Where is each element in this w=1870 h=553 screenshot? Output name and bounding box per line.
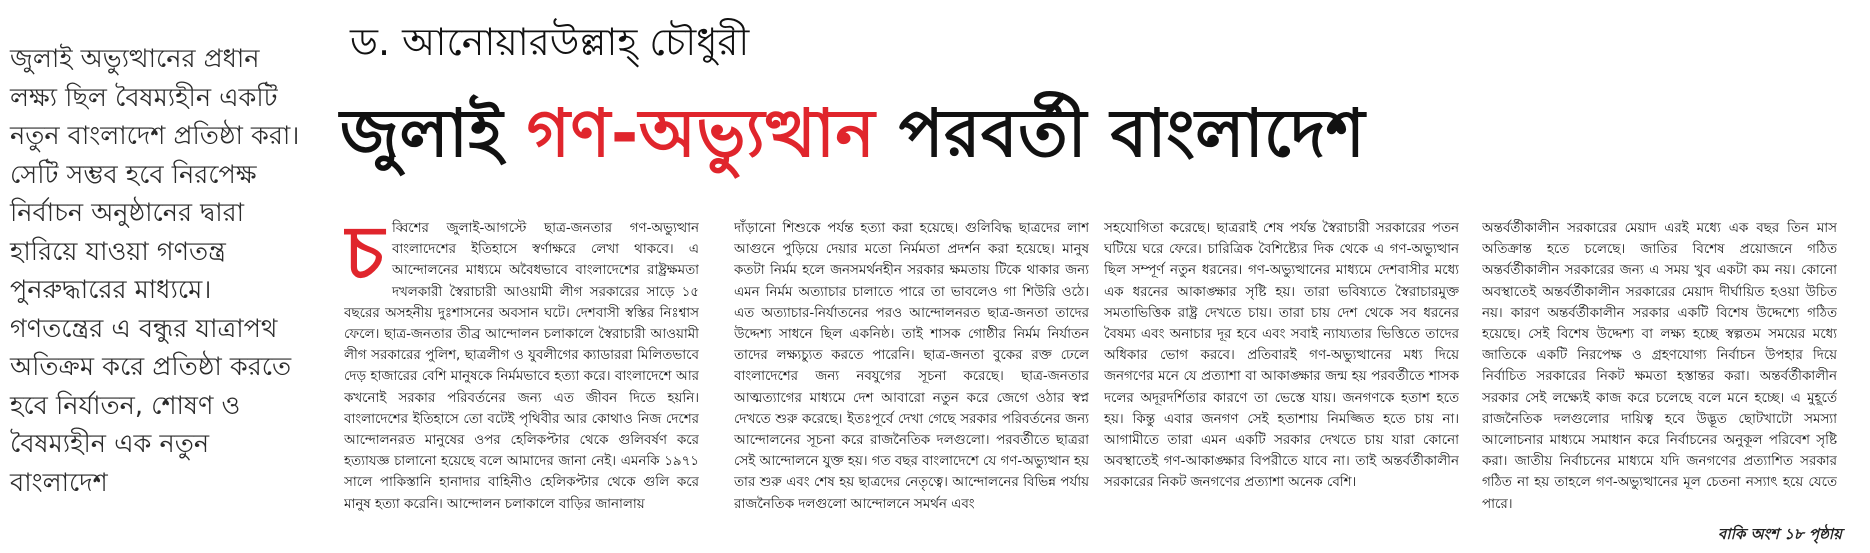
headline-accent: গণ-অভ্যুত্থান <box>526 95 876 172</box>
headline-part-2: পরবর্তী বাংলাদেশ <box>898 95 1366 172</box>
article-column-2 <box>734 218 1089 518</box>
column-4-text: অন্তর্বর্তীকালীন সরকারের মেয়াদ এরই মধ্যে এক বছর তিন মাস অতিক্রান্ত হতে চলেছে। জাতির বিশেষ প্রয়োজনে গঠিত অন্তর্বর্তীকালীন সরকারের জন্য এ সময় খুব একটা কম নয়। কোনো অবস্থাতেই অন্তর্বর্তীকালীন সরকারের মেয়াদ দীর্ঘায়িত হওয়া উচিত নয়। কারণ অন্তর্বর্তীকালীন সরকার একটি বিশেষ উদ্দেশ্যে গঠিত হয়েছে। সেই বিশেষ উদ্দেশ্য বা লক্ষ্য হচ্ছে স্বল্পতম সময়ের মধ্যে জাতিকে একটি নিরপেক্ষ ও গ্রহণযোগ্য নির্বাচন উপহার দিয়ে নির্বাচিত সরকারের নিকট ক্ষমতা হস্তান্তর করা। অন্তর্বর্তীকালীন সরকার সেই লক্ষ্যেই কাজ করে চলেছে বলে মনে হচ্ছে। এ মুহূর্তে রাজনৈতিক দলগুলোর দায়িত্ব হবে উদ্ভূত ছোটখাটো সমস্যা আলোচনার মাধ্যমে সমাধান করে নির্বাচনের অনুকূল পরিবেশ সৃষ্টি করা। জাতীয় নির্বাচনের মাধ্যমে যদি জনগণের প্রত্যাশিত সরকার গঠিত না হয় তাহলে গণ-অভ্যুত্থানের মূল চেতনা নস্যাৎ হয়ে যেতে পারে। <box>1482 221 1837 512</box>
pull-quote: জুলাই অভ্যুত্থানের প্রধান লক্ষ্য ছিল বৈষম্যহীন একটি নতুন বাংলাদেশ প্রতিষ্ঠা করা। সেটি সম্ভব হবে নিরপেক্ষ নির্বাচন অনুষ্ঠানের দ্বারা হারিয়ে যাওয়া গণতন্ত্র পুনরুদ্ধারের মাধ্যমে। গণতন্ত্রের এ বন্ধুর যাত্রাপথ অতিক্রম করে প্রতিষ্ঠা করতে হবে নির্যাতন, শোষণ ও বৈষম্যহীন এক নতুন বাংলাদেশ <box>10 44 300 498</box>
author-byline: ড. আনোয়ারউল্লাহ্ চৌধুরী <box>350 20 750 64</box>
headline-part-1: জুলাই <box>340 95 504 172</box>
article-body <box>344 218 1854 518</box>
article-column-4 <box>1482 218 1837 518</box>
article-column-3 <box>1104 218 1459 518</box>
column-1-text: ব্বিশের জুলাই-আগস্টে ছাত্র-জনতার গণ-অভ্যুত্থান বাংলাদেশের ইতিহাসে স্বর্ণাক্ষরে লেখা থাকবে। এ আন্দোলনের মাধ্যমে অবৈধভাবে বাংলাদেশের রাষ্ট্রক্ষমতা দখলকারী স্বৈরাচারী আওয়ামী লীগ সরকারের সাড়ে ১৫ বছরের অসহনীয় দুঃশাসনের অবসান ঘটে। দেশবাসী স্বস্তির নিঃশ্বাস ফেলে। ছাত্র-জনতার তীব্র আন্দোলন চলাকালে স্বৈরাচারী আওয়ামী লীগ সরকারের পুলিশ, ছাত্রলীগ ও যুবলীগের ক্যাডাররা মিলিতভাবে দেড় হাজারের বেশি মানুষকে নির্মমভাবে হত্যা করে। বাংলাদেশে আর কখনোই সরকার পরিবর্তনের জন্য এত জীবন দিতে হয়নি। বাংলাদেশের ইতিহাসে তো বটেই পৃথিবীর আর কোথাও নিজ দেশের আন্দোলনরত মানুষের ওপর হেলিকপ্টার থেকে গুলিবর্ষণ করে হত্যাযজ্ঞ চালানো হয়েছে বলে আমাদের জানা নেই। এমনকি ১৯৭১ সালে পাকিস্তানি হানাদার বাহিনীও হেলিকপ্টার থেকে গুলি করে মানুষ হত্যা করেনি। আন্দোলন চলাকালে বাড়ির জানালায় <box>344 221 699 512</box>
column-3-text: সহযোগিতা করেছে। ছাত্ররাই শেষ পর্যন্ত স্বৈরাচারী সরকারের পতন ঘটিয়ে ঘরে ফেরে। চারিত্রিক বৈশিষ্ট্যের দিক থেকে এ গণ-অভ্যুত্থান ছিল সম্পূর্ণ নতুন ধরনের। গণ-অভ্যুত্থানের মাধ্যমে দেশবাসীর মধ্যে এক ধরনের আকাঙ্ক্ষার সৃষ্টি হয়। তারা ভবিষ্যতে স্বৈরাচারমুক্ত সমতাভিত্তিক রাষ্ট্র দেখতে চায়। তারা চায় দেশ থেকে সব ধরনের বৈষম্য এবং অনাচার দূর হবে এবং সবাই ন্যায্যতার ভিত্তিতে তাদের অধিকার ভোগ করবে। প্রতিবারই গণ-অভ্যুত্থানের মধ্য দিয়ে জনগণের মনে যে প্রত্যাশা বা আকাঙ্ক্ষার জন্ম হয় পরবর্তীতে শাসক দলের অদূরদর্শিতার কারণে তা ভেস্তে যায়। জনগণকে হতাশ হতে হয়। কিন্তু এবার জনগণ সেই হতাশায় নিমজ্জিত হতে চায় না। আগামীতে তারা এমন একটি সরকার দেখতে চায় যারা কোনো অবস্থাতেই গণ-আকাঙ্ক্ষার বিপরীতে যাবে না। তাই অন্তর্বর্তীকালীন সরকারের নিকট জনগণের প্রত্যাশা অনেক বেশি। <box>1104 221 1459 491</box>
drop-cap: চ <box>344 218 384 296</box>
continued-note: বাকি অংশ ১৮ পৃষ্ঠায় <box>1717 525 1842 543</box>
column-2-text: দাঁড়ানো শিশুকে পর্যন্ত হত্যা করা হয়েছে। গুলিবিদ্ধ ছাত্রদের লাশ আগুনে পুড়িয়ে দেয়ার মতো নির্মমতা প্রদর্শন করা হয়েছে। মানুষ কতটা নির্মম হলে জনসমর্থনহীন সরকার ক্ষমতায় টিকে থাকার জন্য এমন নির্মম অত্যাচার চালাতে পারে তা ভাবলেও গা শিউরি ওঠে। এত অত্যাচার-নির্যাতনের পরও আন্দোলনরত ছাত্র-জনতা তাদের উদ্দেশ্য সাধনে ছিল একনিষ্ঠ। তাই শাসক গোষ্ঠীর নির্মম নির্যাতন তাদের লক্ষ্যচ্যুত করতে পারেনি। ছাত্র-জনতা বুকের রক্ত ঢেলে বাংলাদেশের জন্য নবযুগের সূচনা করেছে। ছাত্র-জনতার আত্মত্যাগের মাধ্যমে দেশ আবারো নতুন করে জেগে ওঠার স্বপ্ন দেখতে শুরু করেছে। ইতঃপূর্বে দেখা গেছে সরকার পরিবর্তনের জন্য আন্দোলনের সূচনা করে রাজনৈতিক দলগুলো। পরবর্তীতে ছাত্ররা সেই আন্দোলনে যুক্ত হয়। গত বছর বাংলাদেশে যে গণ-অভ্যুত্থান হয় তার শুরু এবং শেষ হয় ছাত্রদের নেতৃত্বে। আন্দোলনের বিভিন্ন পর্যায় রাজনৈতিক দলগুলো আন্দোলনে সমর্থন এবং <box>734 221 1089 512</box>
article-column-1 <box>344 218 699 518</box>
headline <box>340 88 1365 180</box>
